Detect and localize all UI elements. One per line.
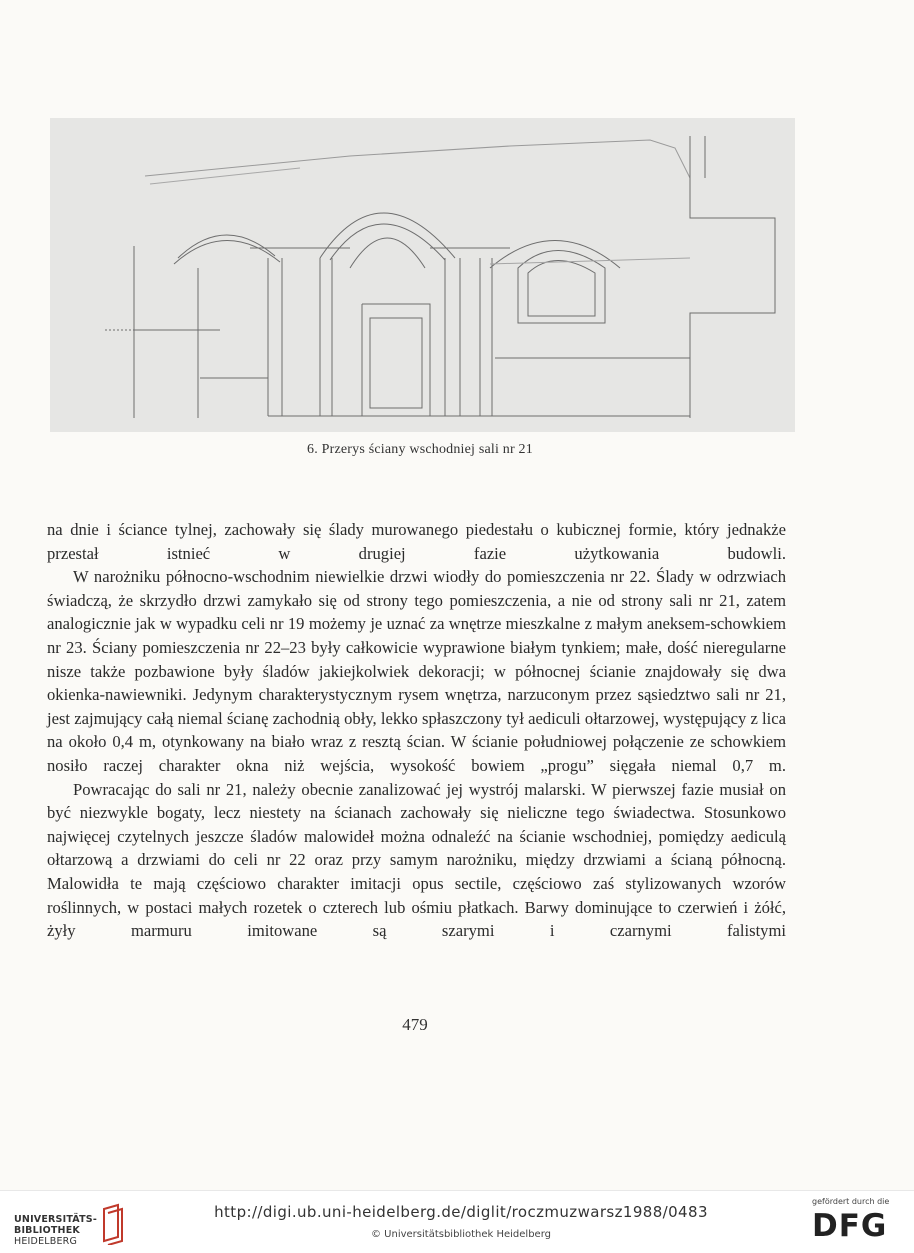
paragraph: na dnie i ściance tylnej, zachowały się ślady murowanego piedestału o kubicznej formie, który jednakże przestał istnieć w drugiej fazie użytkowania budowli. [47,520,786,563]
body-text [47,518,786,943]
sponsor-label: gefördert durch die [812,1197,890,1206]
figure-drawing [50,118,795,432]
wall-elevation-drawing [50,118,795,432]
page-number: 479 [402,1015,428,1034]
footer-bar [0,1190,914,1253]
library-name-line3: HEIDELBERG [14,1236,78,1247]
library-name-line1: UNIVERSITÄTS- [14,1214,97,1225]
paragraph: Powracając do sali nr 21, należy obecnie zanalizować jej wystrój malarski. W pierwszej fazie musiał on być niezwykle bogaty, lecz niestety na ścianach zachowały się nieliczne tego świadectwa. Stosunkowo najwięcej czytelnych jeszcze śladów malowideł można odnaleźć na ścianie wschodniej, pomiędzy aediculą ołtarzową a drzwiami do celi nr 22 oraz przy samym narożniku, między drzwiami a ścianą północną. Malowidła te mają częściowo charakter imitacji opus sectile, częściowo zaś stylizowanych wzorów roślinnych, w postaci małych rozetek o czterech lub ośmiu płatkach. Barwy dominujące to czerwień i żółć, żyły marmuru imitowane są szarymi i czarnymi falistymi [47,779,786,941]
document-url-link[interactable]: http://digi.ub.uni-heidelberg.de/diglit/roczmuzwarsz1988/0483 [214,1203,708,1221]
paragraph: W narożniku północno-wschodnim niewielkie drzwi wiodły do pomieszczenia nr 22. Ślady w odrzwiach świadczą, że skrzydło drzwi zamykało się od strony tego pomieszczenia, a nie od strony sali nr 21, zatem analogicznie jak w wypadku celi nr 19 możemy je uznać za wnętrze mieszkalne z małym aneksem-schowkiem nr 23. Ściany pomieszczenia nr 22–23 były całkowicie wyprawione białym tynkiem; małe, dość nieregularne nisze także pozbawione były śladów jakiejkolwiek dekoracji; w północnej ścianie znajdowały się dwa okienka-nawiewniki. Jedynym charakterystycznym rysem wnętrza, narzuconym przez sąsiedztwo sali nr 21, jest zajmujący całą niemal ścianę zachodnią obły, lekko spłaszczony tył aediculi ołtarzowej, występujący z lica na około 0,4 m, otynkowany na biało wraz z resztą ścian. W ścianie południowej połączenie ze schowkiem nosiło raczej charakter okna niż wejścia, wysokość bowiem „progu” sięgała niemal 0,7 m. [47,567,786,775]
copyright-notice: © Universitätsbibliothek Heidelberg [370,1229,551,1240]
figure-caption: 6. Przerys ściany wschodniej sali nr 21 [307,442,533,457]
library-name-line2: BIBLIOTHEK [14,1225,80,1236]
dfg-logo[interactable]: DFG [812,1208,888,1244]
